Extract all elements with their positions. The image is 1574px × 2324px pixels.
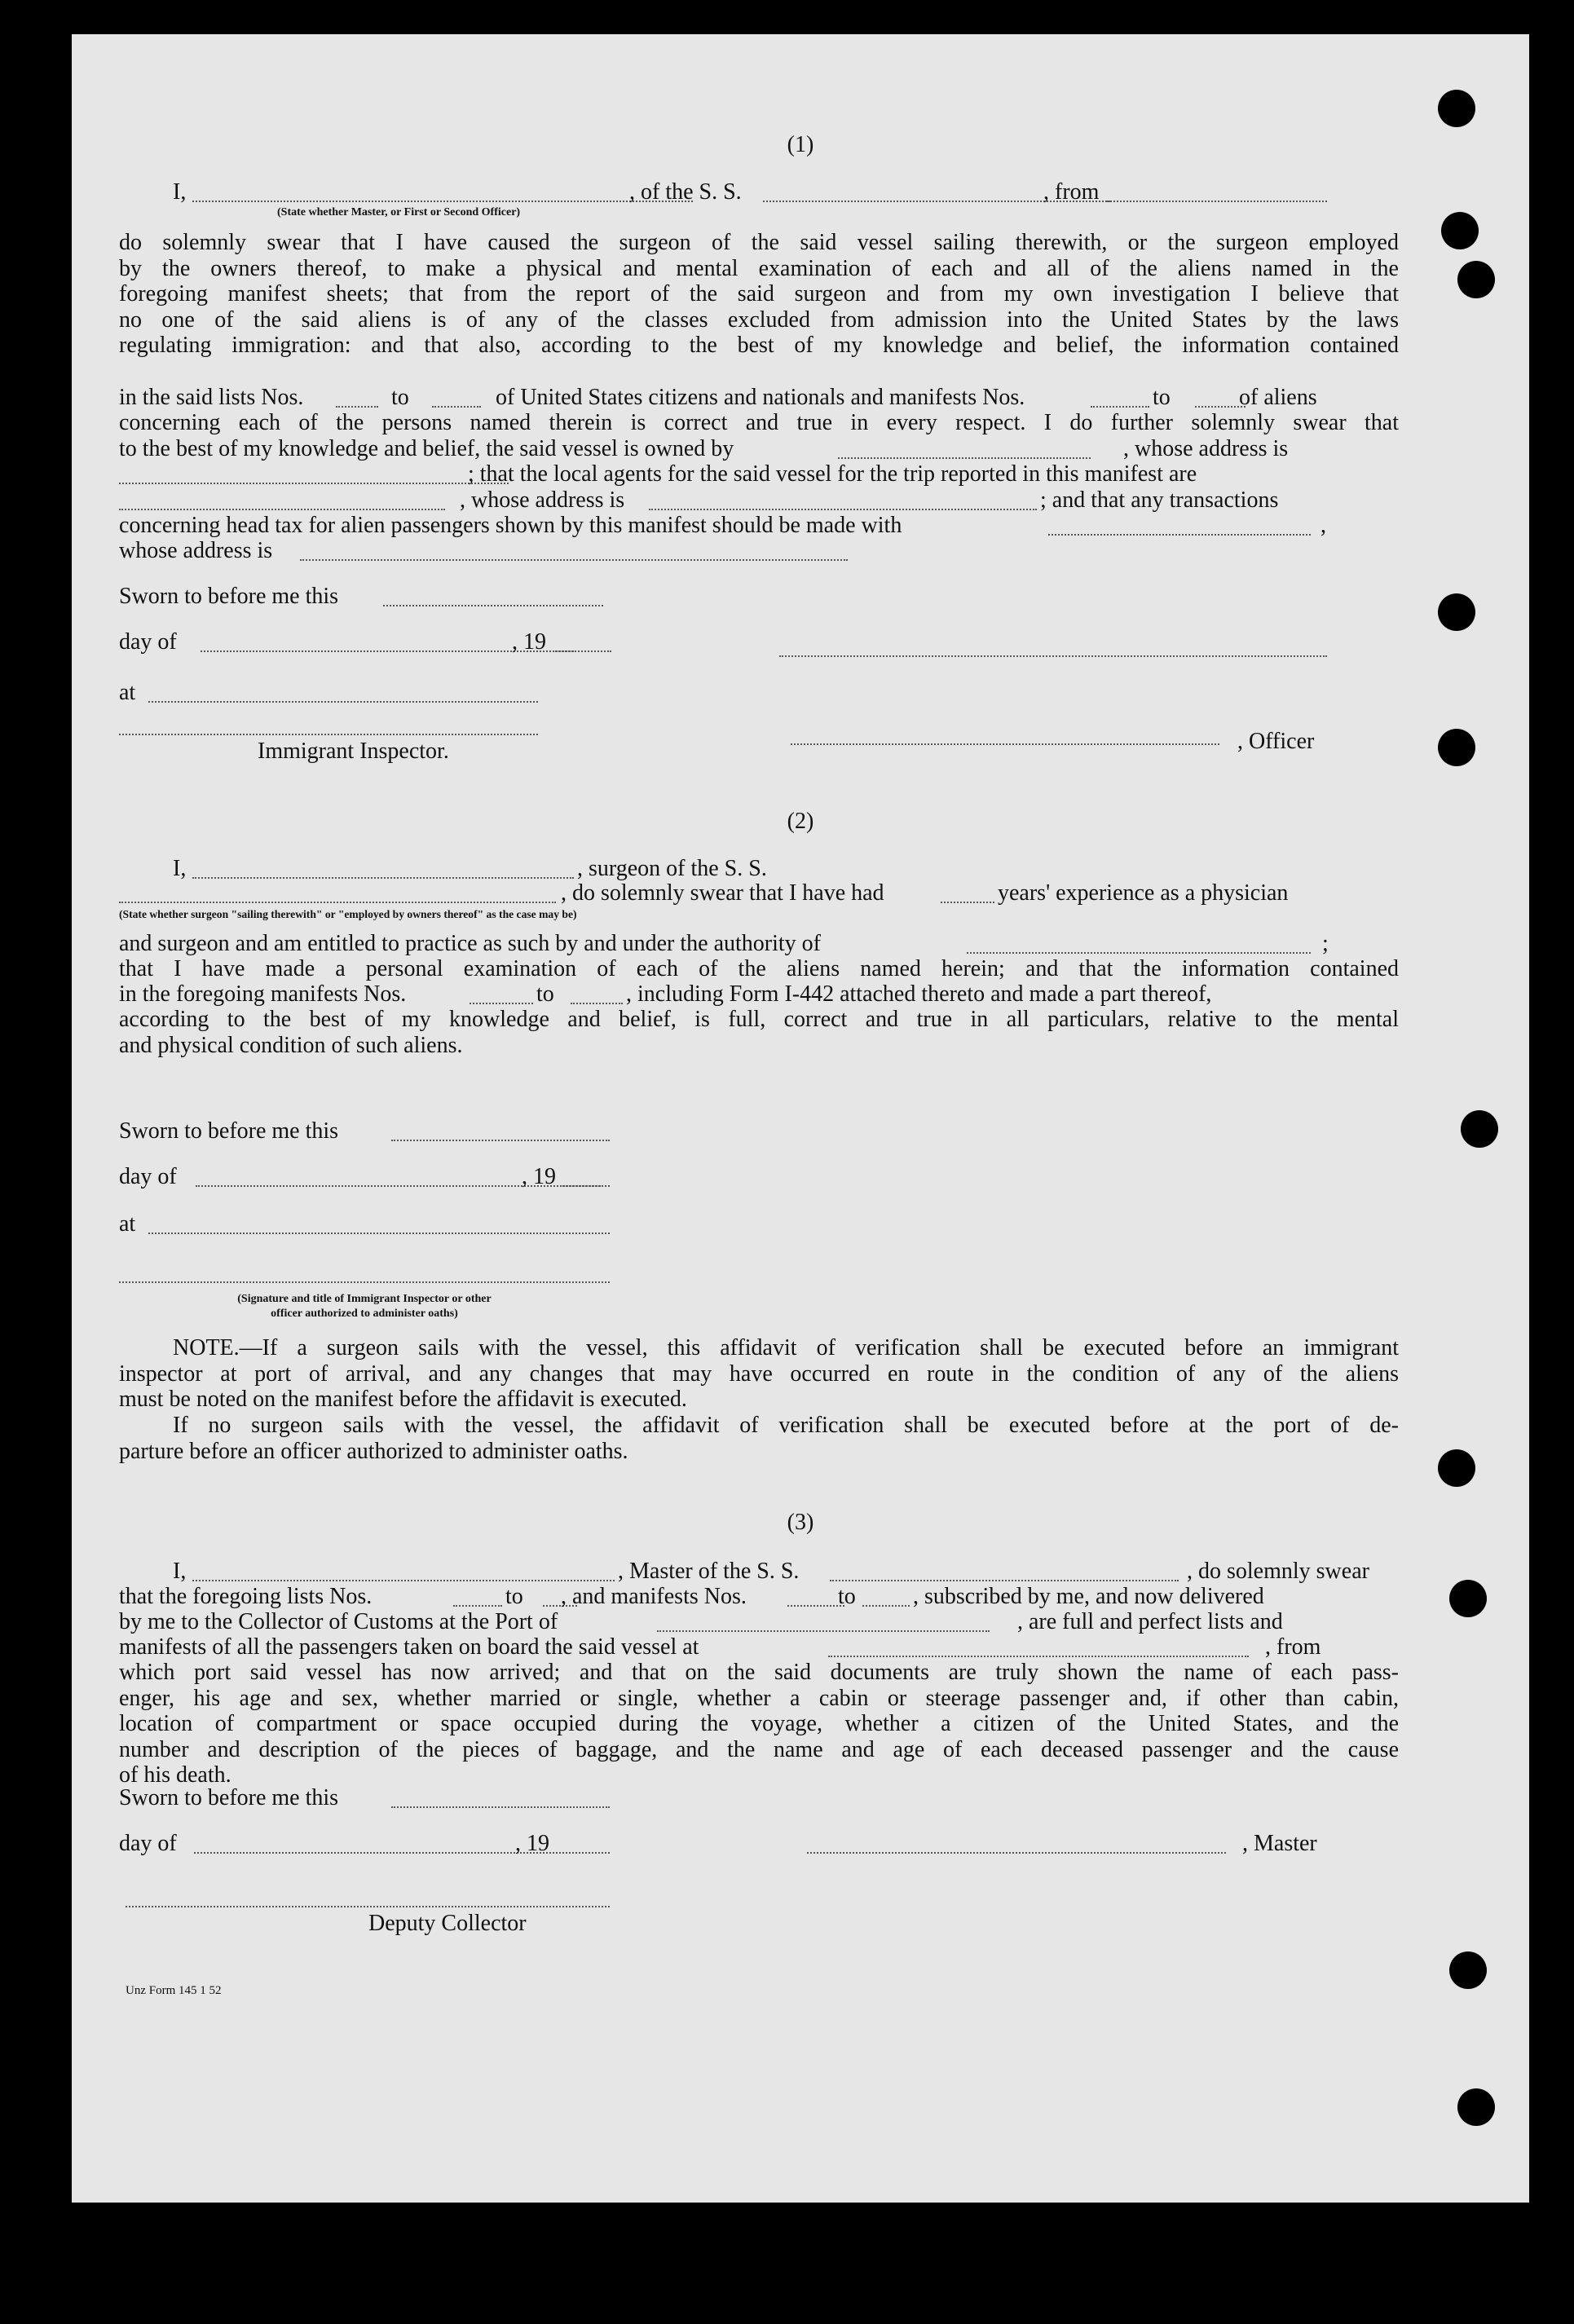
manifests-from-field[interactable] bbox=[1091, 406, 1149, 408]
port-field[interactable] bbox=[657, 1630, 990, 1632]
s2-year-field[interactable] bbox=[562, 1185, 610, 1187]
master-label: , Master bbox=[1242, 1831, 1317, 1856]
s1-sworn: Sworn to before me this bbox=[119, 584, 339, 609]
section-2-number: (2) bbox=[787, 809, 814, 834]
surgeon-name-field[interactable] bbox=[192, 877, 574, 879]
s3-to2: to bbox=[838, 1584, 856, 1609]
s2-physician: years' experience as a physician bbox=[998, 880, 1289, 906]
s1-i: I, bbox=[173, 179, 187, 205]
lists-to-field[interactable] bbox=[432, 406, 481, 408]
binder-hole bbox=[1461, 1110, 1498, 1148]
s1-line-7-wrap bbox=[119, 410, 1399, 436]
s2-manifests-from-field[interactable] bbox=[470, 1003, 533, 1004]
officer-signature-line[interactable] bbox=[791, 743, 1219, 745]
s3-year-field[interactable] bbox=[556, 1852, 610, 1854]
form-page bbox=[72, 34, 1529, 2203]
embarkation-port-field[interactable] bbox=[828, 1656, 1249, 1657]
s2-sworn: Sworn to before me this bbox=[119, 1118, 339, 1144]
s2-including: , including Form I-442 attached thereto and made a part thereof, bbox=[626, 981, 1212, 1007]
s2-place-field[interactable] bbox=[148, 1233, 610, 1234]
s1-to2: to bbox=[1153, 385, 1171, 410]
s2-line-4-wrap bbox=[119, 956, 1399, 982]
s2-signature-note-1: (Signature and title of Immigrant Inspector or other bbox=[237, 1293, 492, 1305]
officer-signature-line-upper[interactable] bbox=[779, 655, 1327, 657]
agents-field[interactable] bbox=[119, 509, 445, 510]
note-line: parture before an officer authorized to administer oaths. bbox=[119, 1438, 628, 1464]
s2-manifests: in the foregoing manifests Nos. bbox=[119, 981, 407, 1007]
s2-19: , 19 bbox=[522, 1164, 556, 1189]
s2-sworn-date-field[interactable] bbox=[391, 1140, 610, 1141]
s2-inspector-signature-line[interactable] bbox=[119, 1281, 610, 1283]
s3-line: number and description of the pieces of baggage, and the name and age of each deceased passenger and the cause bbox=[119, 1736, 1399, 1762]
s1-line: do solemnly swear that I have caused the surgeon of the said vessel sailing therewith, or the surgeon employed bbox=[119, 230, 1399, 255]
deputy-collector-signature-line[interactable] bbox=[126, 1906, 610, 1907]
s3-vessel-field[interactable] bbox=[830, 1580, 1179, 1581]
s3-sworn: Sworn to before me this bbox=[119, 1785, 339, 1810]
s3-i: I, bbox=[173, 1559, 187, 1584]
s1-line: foregoing manifest sheets; that from the report of the said surgeon and from my own investigation I believe that bbox=[119, 281, 1399, 307]
binder-hole bbox=[1457, 2088, 1495, 2126]
s3-master-of: , Master of the S. S. bbox=[618, 1559, 800, 1584]
section-3-body bbox=[119, 1660, 1399, 1788]
lists-from-field[interactable] bbox=[336, 406, 378, 408]
binder-hole bbox=[1449, 1580, 1487, 1617]
form-identifier: Unz Form 145 1 52 bbox=[126, 1984, 222, 1997]
s3-collector: by me to the Collector of Customs at the Port of bbox=[119, 1609, 558, 1634]
s1-dayof: day of bbox=[119, 629, 177, 655]
s1-line: concerning each of the persons named therein is correct and true in every respect. I do further solemnly swear that bbox=[119, 410, 1399, 435]
note-line: If no surgeon sails with the vessel, the affidavit of verification shall be executed before at the port of de- bbox=[173, 1413, 1399, 1438]
s1-agents: ; that the local agents for the said vessel for the trip reported in this manifest are bbox=[468, 461, 1197, 487]
s3-to: to bbox=[505, 1584, 523, 1609]
officer-rank-note: (State whether Master, or First or Second Officer) bbox=[277, 206, 521, 218]
s1-line: by the owners thereof, to make a physical and mental examination of each and all of the aliens named in the bbox=[119, 255, 1399, 281]
note-line: NOTE.—If a surgeon sails with the vessel, this affidavit of verification shall be executed before an immigrant bbox=[173, 1335, 1399, 1360]
s1-lists: in the said lists Nos. bbox=[119, 385, 304, 410]
binder-hole bbox=[1449, 1951, 1487, 1989]
manifests-to-field[interactable] bbox=[1195, 406, 1246, 408]
s1-transactions: ; and that any transactions bbox=[1040, 487, 1279, 513]
s2-authority: and surgeon and am entitled to practice as such by and under the authority of bbox=[119, 931, 821, 956]
owner-address-field[interactable] bbox=[119, 483, 509, 484]
s2-signature-note-2: officer authorized to administer oaths) bbox=[271, 1308, 458, 1320]
binder-hole bbox=[1438, 90, 1475, 127]
s2-dayof: day of bbox=[119, 1164, 177, 1189]
s1-owned: to the best of my knowledge and belief, the said vessel is owned by bbox=[119, 436, 734, 461]
s1-comma: , bbox=[1320, 513, 1326, 538]
s1-to: to bbox=[391, 385, 409, 410]
owner-field[interactable] bbox=[838, 457, 1091, 459]
s2-line: that I have made a personal examination of each of the aliens named herein; and that the information contained bbox=[119, 956, 1399, 981]
s1-agent-address: , whose address is bbox=[460, 487, 625, 513]
section-1-number: (1) bbox=[787, 132, 814, 157]
immigrant-inspector-label: Immigrant Inspector. bbox=[258, 739, 449, 764]
officer-label: , Officer bbox=[1237, 729, 1315, 754]
binder-hole bbox=[1457, 261, 1495, 298]
headtax-address-field[interactable] bbox=[300, 559, 848, 561]
s2-swear: , do solemnly swear that I have had bbox=[561, 880, 884, 906]
section-3-number: (3) bbox=[787, 1510, 814, 1535]
s3-sworn-date-field[interactable] bbox=[391, 1806, 610, 1808]
note-line: inspector at port of arrival, and any changes that may have occurred en route in the condition of any of the aliens bbox=[119, 1360, 1399, 1387]
note-line: must be noted on the manifest before the affidavit is executed. bbox=[119, 1387, 687, 1413]
s3-line: enger, his age and sex, whether married or single, whether a cabin or steerage passenger and, if other than cabin, bbox=[119, 1685, 1399, 1711]
s2-at: at bbox=[119, 1211, 136, 1237]
surgeon-status-field[interactable] bbox=[119, 902, 556, 903]
agent-address-field[interactable] bbox=[649, 509, 1037, 510]
binder-hole bbox=[1441, 212, 1479, 249]
s3-subscribed: , subscribed by me, and now delivered bbox=[913, 1584, 1264, 1609]
s1-owner-address: , whose address is bbox=[1123, 436, 1289, 461]
s2-lines-wrap bbox=[119, 1007, 1399, 1058]
master-signature-line[interactable] bbox=[807, 1852, 1226, 1854]
s1-of-ss: , of the S. S. bbox=[629, 179, 742, 205]
s3-line: which port said vessel has now arrived; and that on the said documents are truly shown the name of each pass- bbox=[119, 1660, 1399, 1685]
s3-line: location of compartment or space occupied during the voyage, whether a citizen of the United States, and the bbox=[119, 1711, 1399, 1737]
years-experience-field[interactable] bbox=[941, 902, 994, 903]
s3-19: , 19 bbox=[515, 1831, 549, 1856]
officer-name-field[interactable] bbox=[192, 201, 693, 202]
section-1-body bbox=[119, 230, 1399, 359]
s3-taken-on-board: manifests of all the passengers taken on board the said vessel at bbox=[119, 1634, 699, 1660]
binder-hole bbox=[1438, 729, 1475, 766]
s1-line: regulating immigration: and that also, according to the best of my knowledge and belief, the information contained bbox=[119, 333, 1399, 359]
s3-manifests: , and manifests Nos. bbox=[561, 1584, 747, 1609]
s1-from: , from bbox=[1043, 179, 1100, 205]
s3-manifests-from-field[interactable] bbox=[787, 1605, 844, 1607]
s3-full-perfect: , are full and perfect lists and bbox=[1017, 1609, 1283, 1634]
s1-whose-address: whose address is bbox=[119, 538, 273, 563]
binder-hole bbox=[1438, 1449, 1475, 1487]
s2-to: to bbox=[536, 981, 554, 1007]
s1-headtax: concerning head tax for alien passengers shown by this manifest should be made with bbox=[119, 513, 902, 538]
s3-manifests-to-field[interactable] bbox=[862, 1605, 910, 1607]
s3-line: of his death. bbox=[119, 1762, 231, 1788]
s3-lists: that the foregoing lists Nos. bbox=[119, 1584, 373, 1609]
binder-hole bbox=[1438, 593, 1475, 631]
s2-semicolon: ; bbox=[1322, 931, 1329, 956]
headtax-contact-field[interactable] bbox=[1048, 534, 1311, 536]
from-port-field[interactable] bbox=[1107, 201, 1327, 202]
authority-field[interactable] bbox=[967, 952, 1311, 954]
s3-lists-from-field[interactable] bbox=[453, 1605, 502, 1607]
note-paragraph-2 bbox=[119, 1413, 1399, 1464]
note-paragraph-1 bbox=[119, 1335, 1399, 1413]
s2-surgeon-of: , surgeon of the S. S. bbox=[577, 856, 767, 881]
s1-19: , 19 bbox=[512, 629, 546, 655]
s1-line: no one of the said aliens is of any of the classes excluded from admission into the United States by the laws bbox=[119, 306, 1399, 333]
s3-swear: , do solemnly swear bbox=[1187, 1559, 1369, 1584]
s2-line: according to the best of my knowledge and belief, is full, correct and true in all particulars, relative to the mental bbox=[119, 1007, 1399, 1032]
s1-aliens: of aliens bbox=[1239, 385, 1317, 410]
s1-sworn-date-field[interactable] bbox=[383, 605, 603, 606]
inspector-signature-line[interactable] bbox=[119, 734, 538, 735]
s2-manifests-to-field[interactable] bbox=[571, 1003, 623, 1004]
s1-year-field[interactable] bbox=[553, 650, 611, 652]
surgeon-status-note: (State whether surgeon "sailing therewith" or "employed by owners thereof" as the case may be) bbox=[119, 908, 577, 920]
s3-from: , from bbox=[1265, 1634, 1321, 1660]
s1-citizens: of United States citizens and nationals and manifests Nos. bbox=[496, 385, 1025, 410]
s3-dayof: day of bbox=[119, 1831, 177, 1856]
deputy-collector-label: Deputy Collector bbox=[368, 1911, 527, 1936]
s2-line: and physical condition of such aliens. bbox=[119, 1032, 463, 1058]
master-name-field[interactable] bbox=[192, 1580, 615, 1581]
s2-i: I, bbox=[173, 856, 187, 881]
s1-place-field[interactable] bbox=[148, 701, 538, 703]
s1-at: at bbox=[119, 680, 136, 705]
